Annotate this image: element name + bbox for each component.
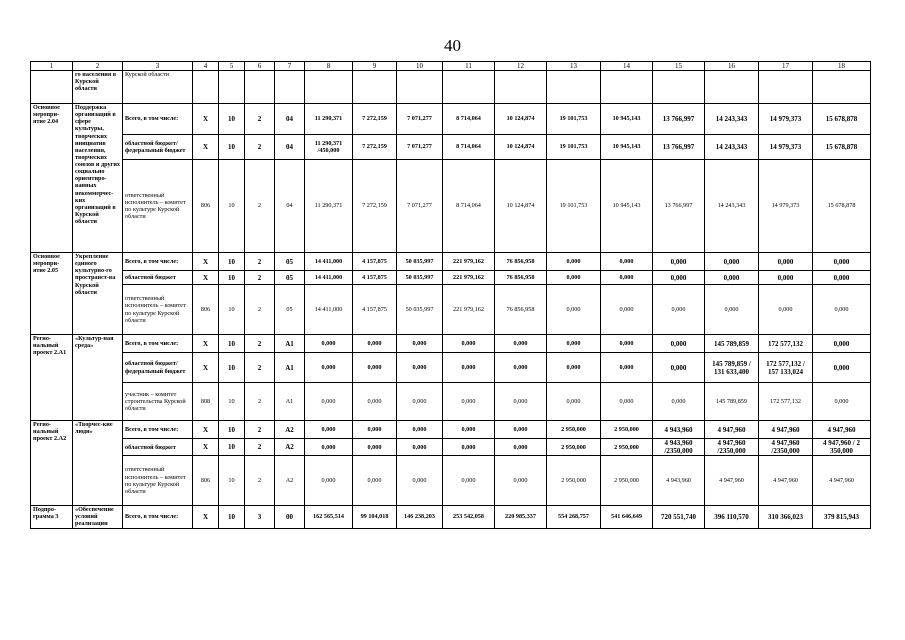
- table-row: [31, 421, 871, 439]
- amount-cell: 14 411,000: [305, 253, 353, 271]
- table-row: [31, 439, 871, 456]
- funding-source-cell: ответственный исполнитель – комитет по культуре Курской области: [123, 285, 193, 335]
- amount-cell: 0,000: [813, 271, 871, 285]
- amount-cell: 4 943,960: [653, 456, 705, 506]
- amount-cell: 0,000: [353, 335, 397, 353]
- cont-executor: Курской области: [123, 71, 193, 104]
- empty-cell: [601, 71, 653, 104]
- table-row: [31, 253, 871, 271]
- code-cell: 2: [245, 285, 275, 335]
- measure-status-cell: Регио-нальный проект 2.А2: [31, 421, 73, 506]
- code-cell: 808: [193, 383, 219, 421]
- funding-source-cell: ответственный исполнитель – комитет по культуре Курской области: [123, 160, 193, 253]
- code-cell: 2: [245, 383, 275, 421]
- code-cell: А2: [275, 421, 305, 439]
- code-cell: А2: [275, 456, 305, 506]
- amount-cell: 145 789,859: [705, 383, 759, 421]
- code-cell: Х: [193, 421, 219, 439]
- table-row: [31, 383, 871, 421]
- amount-cell: 7 272,159: [353, 104, 397, 135]
- code-cell: Х: [193, 353, 219, 383]
- amount-cell: 0,000: [495, 456, 547, 506]
- header-cell: 8: [305, 62, 353, 71]
- amount-cell: 0,000: [305, 439, 353, 456]
- amount-cell: 221 979,162: [443, 285, 495, 335]
- amount-cell: 0,000: [653, 285, 705, 335]
- amount-cell: 10 945,143: [601, 104, 653, 135]
- amount-cell: 0,000: [495, 335, 547, 353]
- amount-cell: 0,000: [653, 335, 705, 353]
- amount-cell: 0,000: [353, 456, 397, 506]
- amount-cell: 50 035,997: [397, 285, 443, 335]
- code-cell: 10: [219, 335, 245, 353]
- amount-cell: 99 104,018: [353, 506, 397, 528]
- amount-cell: 50 035,997: [397, 271, 443, 285]
- code-cell: 04: [275, 104, 305, 135]
- amount-cell: 19 101,753: [547, 104, 601, 135]
- amount-cell: 0,000: [305, 421, 353, 439]
- amount-cell: 19 101,753: [547, 135, 601, 160]
- amount-cell: 0,000: [601, 271, 653, 285]
- amount-cell: 0,000: [495, 383, 547, 421]
- amount-cell: 14 411,000: [305, 271, 353, 285]
- empty-cell: [245, 71, 275, 104]
- amount-cell: 4 947,960: [705, 421, 759, 439]
- amount-cell: 2 950,000: [601, 421, 653, 439]
- amount-cell: 172 577,132: [759, 383, 813, 421]
- code-cell: 2: [245, 353, 275, 383]
- amount-cell: 10 124,874: [495, 135, 547, 160]
- amount-cell: 11 290,371: [305, 104, 353, 135]
- amount-cell: 0,000: [397, 353, 443, 383]
- amount-cell: 0,000: [397, 421, 443, 439]
- amount-cell: 4 947,960: [813, 421, 871, 439]
- amount-cell: 13 766,997: [653, 160, 705, 253]
- table-row: [31, 135, 871, 160]
- amount-cell: 7 272,159: [353, 160, 397, 253]
- code-cell: 10: [219, 285, 245, 335]
- header-cell: 3: [123, 62, 193, 71]
- amount-cell: 4 947,960 /2350,000: [705, 439, 759, 456]
- amount-cell: 4 157,875: [353, 285, 397, 335]
- header-cell: 5: [219, 62, 245, 71]
- code-cell: 2: [245, 456, 275, 506]
- code-cell: 04: [275, 135, 305, 160]
- empty-cell: [705, 71, 759, 104]
- amount-cell: 4 947,960: [759, 421, 813, 439]
- code-cell: 04: [275, 160, 305, 253]
- empty-cell: [397, 71, 443, 104]
- empty-cell: [219, 71, 245, 104]
- amount-cell: 541 646,649: [601, 506, 653, 528]
- amount-cell: 2 950,000: [601, 456, 653, 506]
- header-cell: 18: [813, 62, 871, 71]
- amount-cell: 0,000: [305, 456, 353, 506]
- amount-cell: 0,000: [397, 383, 443, 421]
- amount-cell: 172 577,132 / 157 133,024: [759, 353, 813, 383]
- amount-cell: 0,000: [601, 335, 653, 353]
- empty-cell: [443, 71, 495, 104]
- measure-name-cell: Укрепление единого культурно-го пространст-ва Курской области: [73, 253, 123, 335]
- amount-cell: 0,000: [305, 353, 353, 383]
- measure-status-cell: Основное меропри-ятие 2.05: [31, 253, 73, 335]
- code-cell: 10: [219, 506, 245, 528]
- amount-cell: 220 985,337: [495, 506, 547, 528]
- table-row: [31, 271, 871, 285]
- code-cell: 10: [219, 439, 245, 456]
- amount-cell: 0,000: [443, 383, 495, 421]
- funding-source-cell: участник – комитет строительства Курской области: [123, 383, 193, 421]
- continuation-row: [31, 71, 871, 104]
- funding-source-cell: Всего, в том числе:: [123, 506, 193, 528]
- amount-cell: 310 366,023: [759, 506, 813, 528]
- table-row: [31, 160, 871, 253]
- funding-source-cell: Всего, в том числе:: [123, 335, 193, 353]
- funding-source-cell: областной бюджет/ федеральный бюджет: [123, 135, 193, 160]
- amount-cell: 10 945,143: [601, 160, 653, 253]
- amount-cell: 4 157,875: [353, 271, 397, 285]
- measure-name-cell: «Творчес-кие люди»: [73, 421, 123, 506]
- amount-cell: 0,000: [547, 383, 601, 421]
- amount-cell: 0,000: [759, 271, 813, 285]
- amount-cell: 0,000: [547, 335, 601, 353]
- amount-cell: 14 979,373: [759, 160, 813, 253]
- table-row: [31, 285, 871, 335]
- amount-cell: 0,000: [653, 253, 705, 271]
- empty-cell: [495, 71, 547, 104]
- amount-cell: 0,000: [601, 285, 653, 335]
- amount-cell: 0,000: [495, 353, 547, 383]
- code-cell: 05: [275, 285, 305, 335]
- header-cell: 13: [547, 62, 601, 71]
- header-cell: 10: [397, 62, 443, 71]
- code-cell: 10: [219, 456, 245, 506]
- amount-cell: 162 565,514: [305, 506, 353, 528]
- amount-cell: 11 290,371: [305, 160, 353, 253]
- header-cell: 6: [245, 62, 275, 71]
- measure-name-cell: «Культур-ная среда»: [73, 335, 123, 421]
- amount-cell: 0,000: [813, 253, 871, 271]
- header-cell: 15: [653, 62, 705, 71]
- code-cell: 10: [219, 383, 245, 421]
- empty-cell: [759, 71, 813, 104]
- amount-cell: 0,000: [601, 353, 653, 383]
- amount-cell: 0,000: [653, 383, 705, 421]
- header-row: [31, 62, 871, 71]
- amount-cell: 0,000: [547, 353, 601, 383]
- amount-cell: 0,000: [705, 253, 759, 271]
- amount-cell: 0,000: [443, 335, 495, 353]
- amount-cell: 0,000: [305, 335, 353, 353]
- amount-cell: 145 789,859 / 131 633,400: [705, 353, 759, 383]
- amount-cell: 7 272,159: [353, 135, 397, 160]
- code-cell: Х: [193, 104, 219, 135]
- measure-name-cell: «Обеспечение условий реализации: [73, 506, 123, 528]
- amount-cell: 4 947,960: [705, 456, 759, 506]
- table-row: [31, 506, 871, 528]
- amount-cell: 7 071,277: [397, 104, 443, 135]
- code-cell: 2: [245, 160, 275, 253]
- table-row: [31, 335, 871, 353]
- code-cell: 3: [245, 506, 275, 528]
- amount-cell: 396 110,570: [705, 506, 759, 528]
- amount-cell: 0,000: [759, 285, 813, 335]
- amount-cell: 0,000: [705, 285, 759, 335]
- amount-cell: 7 071,277: [397, 160, 443, 253]
- code-cell: Х: [193, 335, 219, 353]
- amount-cell: 11 290,371 /450,000: [305, 135, 353, 160]
- code-cell: 10: [219, 253, 245, 271]
- header-cell: 9: [353, 62, 397, 71]
- funding-source-cell: областной бюджет: [123, 439, 193, 456]
- empty-cell: [275, 71, 305, 104]
- code-cell: 00: [275, 506, 305, 528]
- amount-cell: 0,000: [443, 353, 495, 383]
- amount-cell: 0,000: [601, 253, 653, 271]
- funding-source-cell: областной бюджет: [123, 271, 193, 285]
- amount-cell: 554 268,757: [547, 506, 601, 528]
- code-cell: 2: [245, 335, 275, 353]
- amount-cell: 0,000: [547, 253, 601, 271]
- amount-cell: 0,000: [495, 421, 547, 439]
- amount-cell: 0,000: [495, 439, 547, 456]
- amount-cell: 253 542,058: [443, 506, 495, 528]
- empty-cell: [193, 71, 219, 104]
- amount-cell: 0,000: [547, 285, 601, 335]
- amount-cell: 76 856,958: [495, 285, 547, 335]
- code-cell: 2: [245, 104, 275, 135]
- header-cell: 7: [275, 62, 305, 71]
- amount-cell: 221 979,162: [443, 271, 495, 285]
- code-cell: А1: [275, 353, 305, 383]
- page-number: 40: [444, 36, 461, 55]
- code-cell: Х: [193, 253, 219, 271]
- code-cell: Х: [193, 506, 219, 528]
- code-cell: 10: [219, 353, 245, 383]
- amount-cell: 0,000: [813, 353, 871, 383]
- code-cell: 2: [245, 271, 275, 285]
- amount-cell: 2 950,000: [547, 421, 601, 439]
- amount-cell: 0,000: [397, 439, 443, 456]
- amount-cell: 50 035,997: [397, 253, 443, 271]
- code-cell: 10: [219, 135, 245, 160]
- amount-cell: 10 945,143: [601, 135, 653, 160]
- header-cell: 12: [495, 62, 547, 71]
- table-row: [31, 456, 871, 506]
- amount-cell: 0,000: [705, 271, 759, 285]
- amount-cell: 14 243,343: [705, 135, 759, 160]
- header-cell: 11: [443, 62, 495, 71]
- amount-cell: 4 947,960 /2350,000: [759, 439, 813, 456]
- funding-source-cell: Всего, в том числе:: [123, 253, 193, 271]
- amount-cell: 0,000: [397, 335, 443, 353]
- code-cell: 10: [219, 421, 245, 439]
- amount-cell: 8 714,064: [443, 135, 495, 160]
- amount-cell: 14 243,343: [705, 104, 759, 135]
- amount-cell: 15 678,878: [813, 160, 871, 253]
- measure-status-cell: Подпро-грамма 3: [31, 506, 73, 528]
- amount-cell: 10 124,874: [495, 160, 547, 253]
- amount-cell: 7 071,277: [397, 135, 443, 160]
- amount-cell: 4 943,960 /2350,000: [653, 439, 705, 456]
- amount-cell: 0,000: [353, 421, 397, 439]
- code-cell: 2: [245, 253, 275, 271]
- amount-cell: 145 789,859: [705, 335, 759, 353]
- amount-cell: 0,000: [813, 383, 871, 421]
- amount-cell: 10 124,874: [495, 104, 547, 135]
- budget-table: [30, 61, 871, 529]
- amount-cell: 172 577,132: [759, 335, 813, 353]
- amount-cell: 0,000: [443, 421, 495, 439]
- code-cell: 806: [193, 160, 219, 253]
- code-cell: Х: [193, 271, 219, 285]
- code-cell: 806: [193, 285, 219, 335]
- amount-cell: 13 766,997: [653, 104, 705, 135]
- amount-cell: 146 238,203: [397, 506, 443, 528]
- amount-cell: 4 947,960: [759, 456, 813, 506]
- empty-cell: [305, 71, 353, 104]
- amount-cell: 13 766,997: [653, 135, 705, 160]
- code-cell: 05: [275, 253, 305, 271]
- amount-cell: 14 979,373: [759, 104, 813, 135]
- empty-cell: [813, 71, 871, 104]
- table-row: [31, 353, 871, 383]
- empty-cell: [353, 71, 397, 104]
- amount-cell: 76 856,958: [495, 253, 547, 271]
- amount-cell: 4 943,960: [653, 421, 705, 439]
- code-cell: 05: [275, 271, 305, 285]
- code-cell: А1: [275, 383, 305, 421]
- amount-cell: 0,000: [353, 439, 397, 456]
- amount-cell: 2 950,000: [601, 439, 653, 456]
- amount-cell: 0,000: [305, 383, 353, 421]
- header-cell: 2: [73, 62, 123, 71]
- amount-cell: 15 678,878: [813, 135, 871, 160]
- header-cell: 17: [759, 62, 813, 71]
- cont-col1-cell: [31, 71, 73, 104]
- amount-cell: 0,000: [759, 253, 813, 271]
- code-cell: Х: [193, 135, 219, 160]
- amount-cell: 4 157,875: [353, 253, 397, 271]
- amount-cell: 76 856,958: [495, 271, 547, 285]
- amount-cell: 4 947,960 / 2 350,000: [813, 439, 871, 456]
- amount-cell: 0,000: [813, 285, 871, 335]
- measure-name-cell: Поддержка организаций в сфере культуры, творческих инициатив населения, творческих союзов и других социально ориентиро-ванных некоммерчес-ких организаций в Курской области: [73, 104, 123, 253]
- amount-cell: 0,000: [443, 439, 495, 456]
- table-row: [31, 104, 871, 135]
- amount-cell: 0,000: [353, 383, 397, 421]
- funding-source-cell: Всего, в том числе:: [123, 104, 193, 135]
- code-cell: Х: [193, 439, 219, 456]
- amount-cell: 14 243,343: [705, 160, 759, 253]
- measure-status-cell: Основное меропри-ятие 2.04: [31, 104, 73, 253]
- code-cell: 10: [219, 160, 245, 253]
- code-cell: 10: [219, 271, 245, 285]
- amount-cell: 8 714,064: [443, 160, 495, 253]
- funding-source-cell: областной бюджет/ федеральный бюджет: [123, 353, 193, 383]
- code-cell: 2: [245, 421, 275, 439]
- amount-cell: 15 678,878: [813, 104, 871, 135]
- header-cell: 4: [193, 62, 219, 71]
- amount-cell: 2 950,000: [547, 456, 601, 506]
- amount-cell: 0,000: [353, 353, 397, 383]
- funding-source-cell: ответственный исполнитель – комитет по культуре Курской области: [123, 456, 193, 506]
- amount-cell: 221 979,162: [443, 253, 495, 271]
- amount-cell: 2 950,000: [547, 439, 601, 456]
- code-cell: 2: [245, 135, 275, 160]
- code-cell: А2: [275, 439, 305, 456]
- header-cell: 16: [705, 62, 759, 71]
- amount-cell: 14 411,000: [305, 285, 353, 335]
- amount-cell: 0,000: [547, 271, 601, 285]
- amount-cell: 0,000: [653, 353, 705, 383]
- empty-cell: [547, 71, 601, 104]
- code-cell: 10: [219, 104, 245, 135]
- amount-cell: 379 815,943: [813, 506, 871, 528]
- cont-program-name: го населения в Курской области: [73, 71, 123, 104]
- empty-cell: [653, 71, 705, 104]
- code-cell: А1: [275, 335, 305, 353]
- amount-cell: 720 551,740: [653, 506, 705, 528]
- header-cell: 1: [31, 62, 73, 71]
- header-cell: 14: [601, 62, 653, 71]
- amount-cell: 0,000: [443, 456, 495, 506]
- code-cell: 2: [245, 439, 275, 456]
- amount-cell: 4 947,960: [813, 456, 871, 506]
- code-cell: 806: [193, 456, 219, 506]
- funding-source-cell: Всего, в том числе:: [123, 421, 193, 439]
- amount-cell: 14 979,373: [759, 135, 813, 160]
- amount-cell: 0,000: [601, 383, 653, 421]
- measure-status-cell: Регио-нальный проект 2.А1: [31, 335, 73, 421]
- amount-cell: 0,000: [813, 335, 871, 353]
- amount-cell: 0,000: [397, 456, 443, 506]
- amount-cell: 8 714,064: [443, 104, 495, 135]
- amount-cell: 19 101,753: [547, 160, 601, 253]
- amount-cell: 0,000: [653, 271, 705, 285]
